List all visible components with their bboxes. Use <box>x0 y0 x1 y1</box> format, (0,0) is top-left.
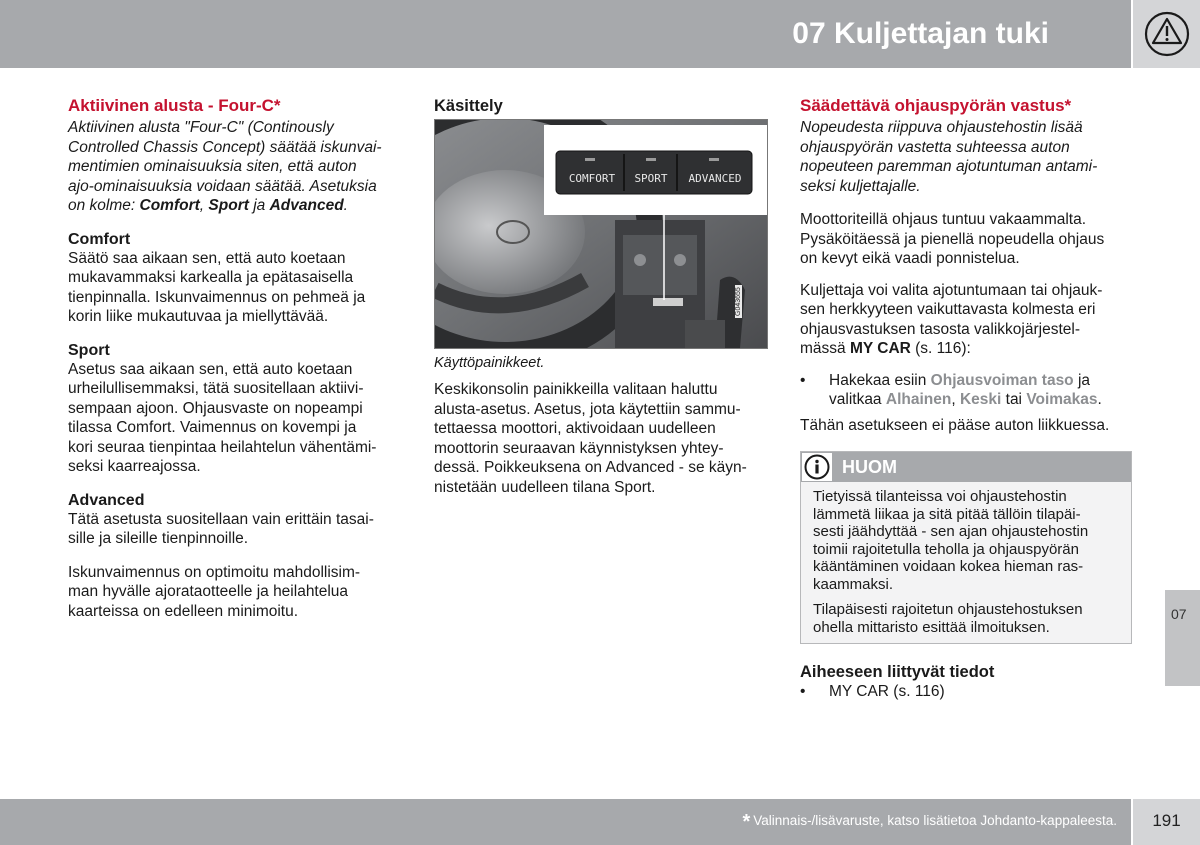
image-caption: Käyttöpainikkeet. <box>434 355 545 371</box>
text-line: kaammaksi. <box>813 575 894 593</box>
section-sport <box>68 341 400 477</box>
section-comfort <box>68 230 400 327</box>
note-label: HUOM <box>842 457 897 477</box>
text-line: alusta-asetus. Asetus, jota käytettiin sammu- <box>434 400 741 418</box>
bullet-line <box>800 371 1132 391</box>
sport-button-label: SPORT <box>634 172 668 185</box>
page-number: 191 <box>1152 811 1181 830</box>
text-line: dessä. Poikkeuksena on Advanced - se käyn- <box>434 459 747 476</box>
related-item[interactable] <box>800 682 1132 702</box>
text-line: Aktiivinen alusta "Four-C" (Continously <box>68 119 334 136</box>
bullet-text <box>829 371 1090 391</box>
text-line <box>800 339 1132 359</box>
note-icon-box <box>802 453 832 481</box>
text-line: Keskikonsolin painikkeilla valitaan haluttu <box>434 381 718 398</box>
bold-comfort: Comfort <box>139 197 200 214</box>
intro-steering <box>800 118 1132 196</box>
note-paragraph-1 <box>813 488 1121 593</box>
page-number-box <box>1133 799 1200 845</box>
text-line: Pysäköitäessä ja pienellä nopeudella ohjaus <box>800 230 1105 248</box>
chapter-tab-label: 07 <box>1171 606 1187 622</box>
intro-four-c <box>68 118 400 216</box>
text-fragment: . <box>1097 391 1102 408</box>
text-line: tienpinnalla. Iskunvaimennus on pehmeä ja <box>68 288 366 306</box>
column-1 <box>68 96 400 621</box>
bullet-symbol: • <box>800 683 806 700</box>
related-info <box>800 662 1132 702</box>
footnote-star: * <box>742 811 751 833</box>
text-line: Iskunvaimennus on optimoitu mahdollisim- <box>68 563 361 581</box>
bullet-indent <box>800 390 829 410</box>
bullet-item-menu <box>800 371 1132 410</box>
footer-bar <box>0 799 1131 845</box>
text-line: Controlled Chassis Concept) säätää iskunvai- <box>68 138 382 156</box>
text-line: urheilullisemmaksi, tätä suositellaan aktiivi- <box>68 380 364 397</box>
console-illustration <box>435 120 767 348</box>
text-line: Tätä asetusta suositellaan vain erittäin tasai- <box>68 510 374 528</box>
note-paragraph-2 <box>813 601 1121 636</box>
bullet-symbol: • <box>800 371 806 389</box>
subheading-sport: Sport <box>68 341 110 359</box>
text-fragment: (s. 116): <box>910 340 971 357</box>
text-line: seksi kuljettajalle. <box>800 177 921 195</box>
text-line: sesti jäähdyttää - sen ajan ohjaustehostin <box>813 523 1089 540</box>
text-line: ohjauspyörän vastetta suhteessa auton <box>800 138 1070 156</box>
column-3 <box>800 96 1132 702</box>
footnote-text: Valinnais-/lisävaruste, katso lisätietoa Johdanto-kappaleesta. <box>753 813 1117 828</box>
text-fragment: , <box>199 197 209 214</box>
bold-my-car: MY CAR <box>849 340 911 357</box>
text-line: sempaan ajoon. Ohjausvaste on nopeampi <box>68 399 363 417</box>
text-line: toimii rajoitetulla teholla ja ohjauspyörän <box>813 540 1079 558</box>
column-2 <box>434 96 769 497</box>
text-line: ohjausvastuksen tasosta valikkojärjestel- <box>800 320 1080 338</box>
text-line: sille ja sileille tienpinnoille. <box>68 530 249 547</box>
bullet-text <box>829 390 1102 410</box>
text-line: Nopeudesta riippuva ohjaustehostin lisää <box>800 119 1083 136</box>
text-line: Tietyissä tilanteissa voi ohjaustehostin <box>813 488 1067 505</box>
section-title-steering: Säädettävä ohjauspyörän vastus* <box>800 96 1072 115</box>
text-line: nistetään uudelleen tilana Sport. <box>434 478 656 496</box>
paragraph-highway <box>800 210 1132 269</box>
text-line: korin liike mukautuvaa ja miellyttävää. <box>68 308 329 325</box>
text-line: kääntäminen voidaan kokea hieman ras- <box>813 558 1084 575</box>
text-fragment: tai <box>1001 391 1027 408</box>
text-line: Moottoriteillä ohjaus tuntuu vakaammalta. <box>800 211 1087 228</box>
subheading-comfort: Comfort <box>68 230 131 248</box>
note-box <box>800 451 1132 644</box>
text-fragment: on kolme: <box>68 197 140 214</box>
section-title-kasittely: Käsittely <box>434 97 503 115</box>
image-code: G043655 <box>735 287 742 316</box>
text-line: nopeuteen paremman ajotuntuman antami- <box>800 158 1098 175</box>
text-line: moottorin seuraavan käynnistyksen yhtey- <box>434 439 724 457</box>
text-line: Kuljettaja voi valita ajotuntumaan tai ohjauk- <box>800 281 1103 299</box>
header-bar <box>0 0 1131 68</box>
text-line: Säätö saa aikaan sen, että auto koetaan <box>68 249 346 267</box>
text-line: sen herkkyyteen vaikuttavasta kolmesta eri <box>800 301 1096 318</box>
text-line: mukavammaksi karkealla ja epätasaisella <box>68 269 354 286</box>
advanced-button-label: ADVANCED <box>688 172 742 185</box>
chapter-tab <box>1165 590 1200 686</box>
text-line: ajo-ominaisuuksia voidaan säätää. Asetuksia <box>68 177 377 195</box>
text-line: on kevyt eikä vaadi ponnistelua. <box>800 250 1020 267</box>
kasittely-paragraph <box>434 380 769 497</box>
menu-ohjausvoiman-taso: Ohjausvoiman taso <box>930 371 1074 389</box>
footnote <box>742 811 1117 832</box>
text-fragment: . <box>343 197 348 214</box>
text-line: tilassa Comfort. Vaimennus on kovempi ja <box>68 419 357 436</box>
closing-paragraph <box>68 563 400 622</box>
option-alhainen: Alhainen <box>885 391 952 408</box>
section-title-four-c: Aktiivinen alusta - Four-C* <box>68 96 281 115</box>
header-icon-box <box>1133 0 1200 68</box>
info-icon <box>804 454 830 480</box>
text-line: ohella mittaristo esittää ilmoituksen. <box>813 618 1050 636</box>
text-fragment: ja <box>248 197 270 214</box>
bold-sport: Sport <box>208 197 249 214</box>
related-title: Aiheeseen liittyvät tiedot <box>800 663 995 681</box>
bullet-line <box>800 390 1132 410</box>
text-fragment: valitkaa <box>829 391 886 408</box>
text-line: kaarteissa on edelleen minimoitu. <box>68 602 299 620</box>
text-fragment: Hakekaa esiin <box>829 371 931 389</box>
option-keski: Keski <box>959 391 1002 408</box>
console-photo <box>434 119 768 349</box>
text-line: man hyvälle ajorataotteelle ja heilahtelua <box>68 583 349 600</box>
note-header <box>801 452 1131 482</box>
text-line: mentimien ominaisuuksia siten, että auton <box>68 158 357 175</box>
text-line: seksi kaarreajossa. <box>68 458 201 475</box>
text-line: kori seuraa tienpintaa heilahtelun vähentämi- <box>68 438 377 456</box>
text-line: tettaessa moottori, aktivoidaan uudelleen <box>434 420 716 437</box>
section-advanced <box>68 491 400 549</box>
text-line: lämmetä liikaa ja sitä pitää tällöin tilapäi- <box>813 505 1081 523</box>
paragraph-levels <box>800 281 1132 359</box>
text-line <box>68 196 400 216</box>
page-title: 07 Kuljettajan tuki <box>792 17 1049 50</box>
text-line: Asetus saa aikaan sen, että auto koetaan <box>68 360 353 378</box>
text-fragment: , <box>951 391 960 408</box>
option-voimakas: Voimakas <box>1026 391 1098 408</box>
warning-triangle-icon <box>1144 11 1190 57</box>
bold-advanced: Advanced <box>269 197 344 214</box>
text-fragment: mässä <box>800 340 850 357</box>
text-fragment: ja <box>1073 371 1091 389</box>
subheading-advanced: Advanced <box>68 491 145 509</box>
after-bullet-text: Tähän asetukseen ei pääse auton liikkuessa. <box>800 416 1110 434</box>
related-link-my-car[interactable]: MY CAR (s. 116) <box>829 683 945 700</box>
text-line: Tilapäisesti rajoitetun ohjaustehostuksen <box>813 601 1083 618</box>
comfort-button-label: COMFORT <box>568 172 616 185</box>
note-body <box>801 482 1131 643</box>
